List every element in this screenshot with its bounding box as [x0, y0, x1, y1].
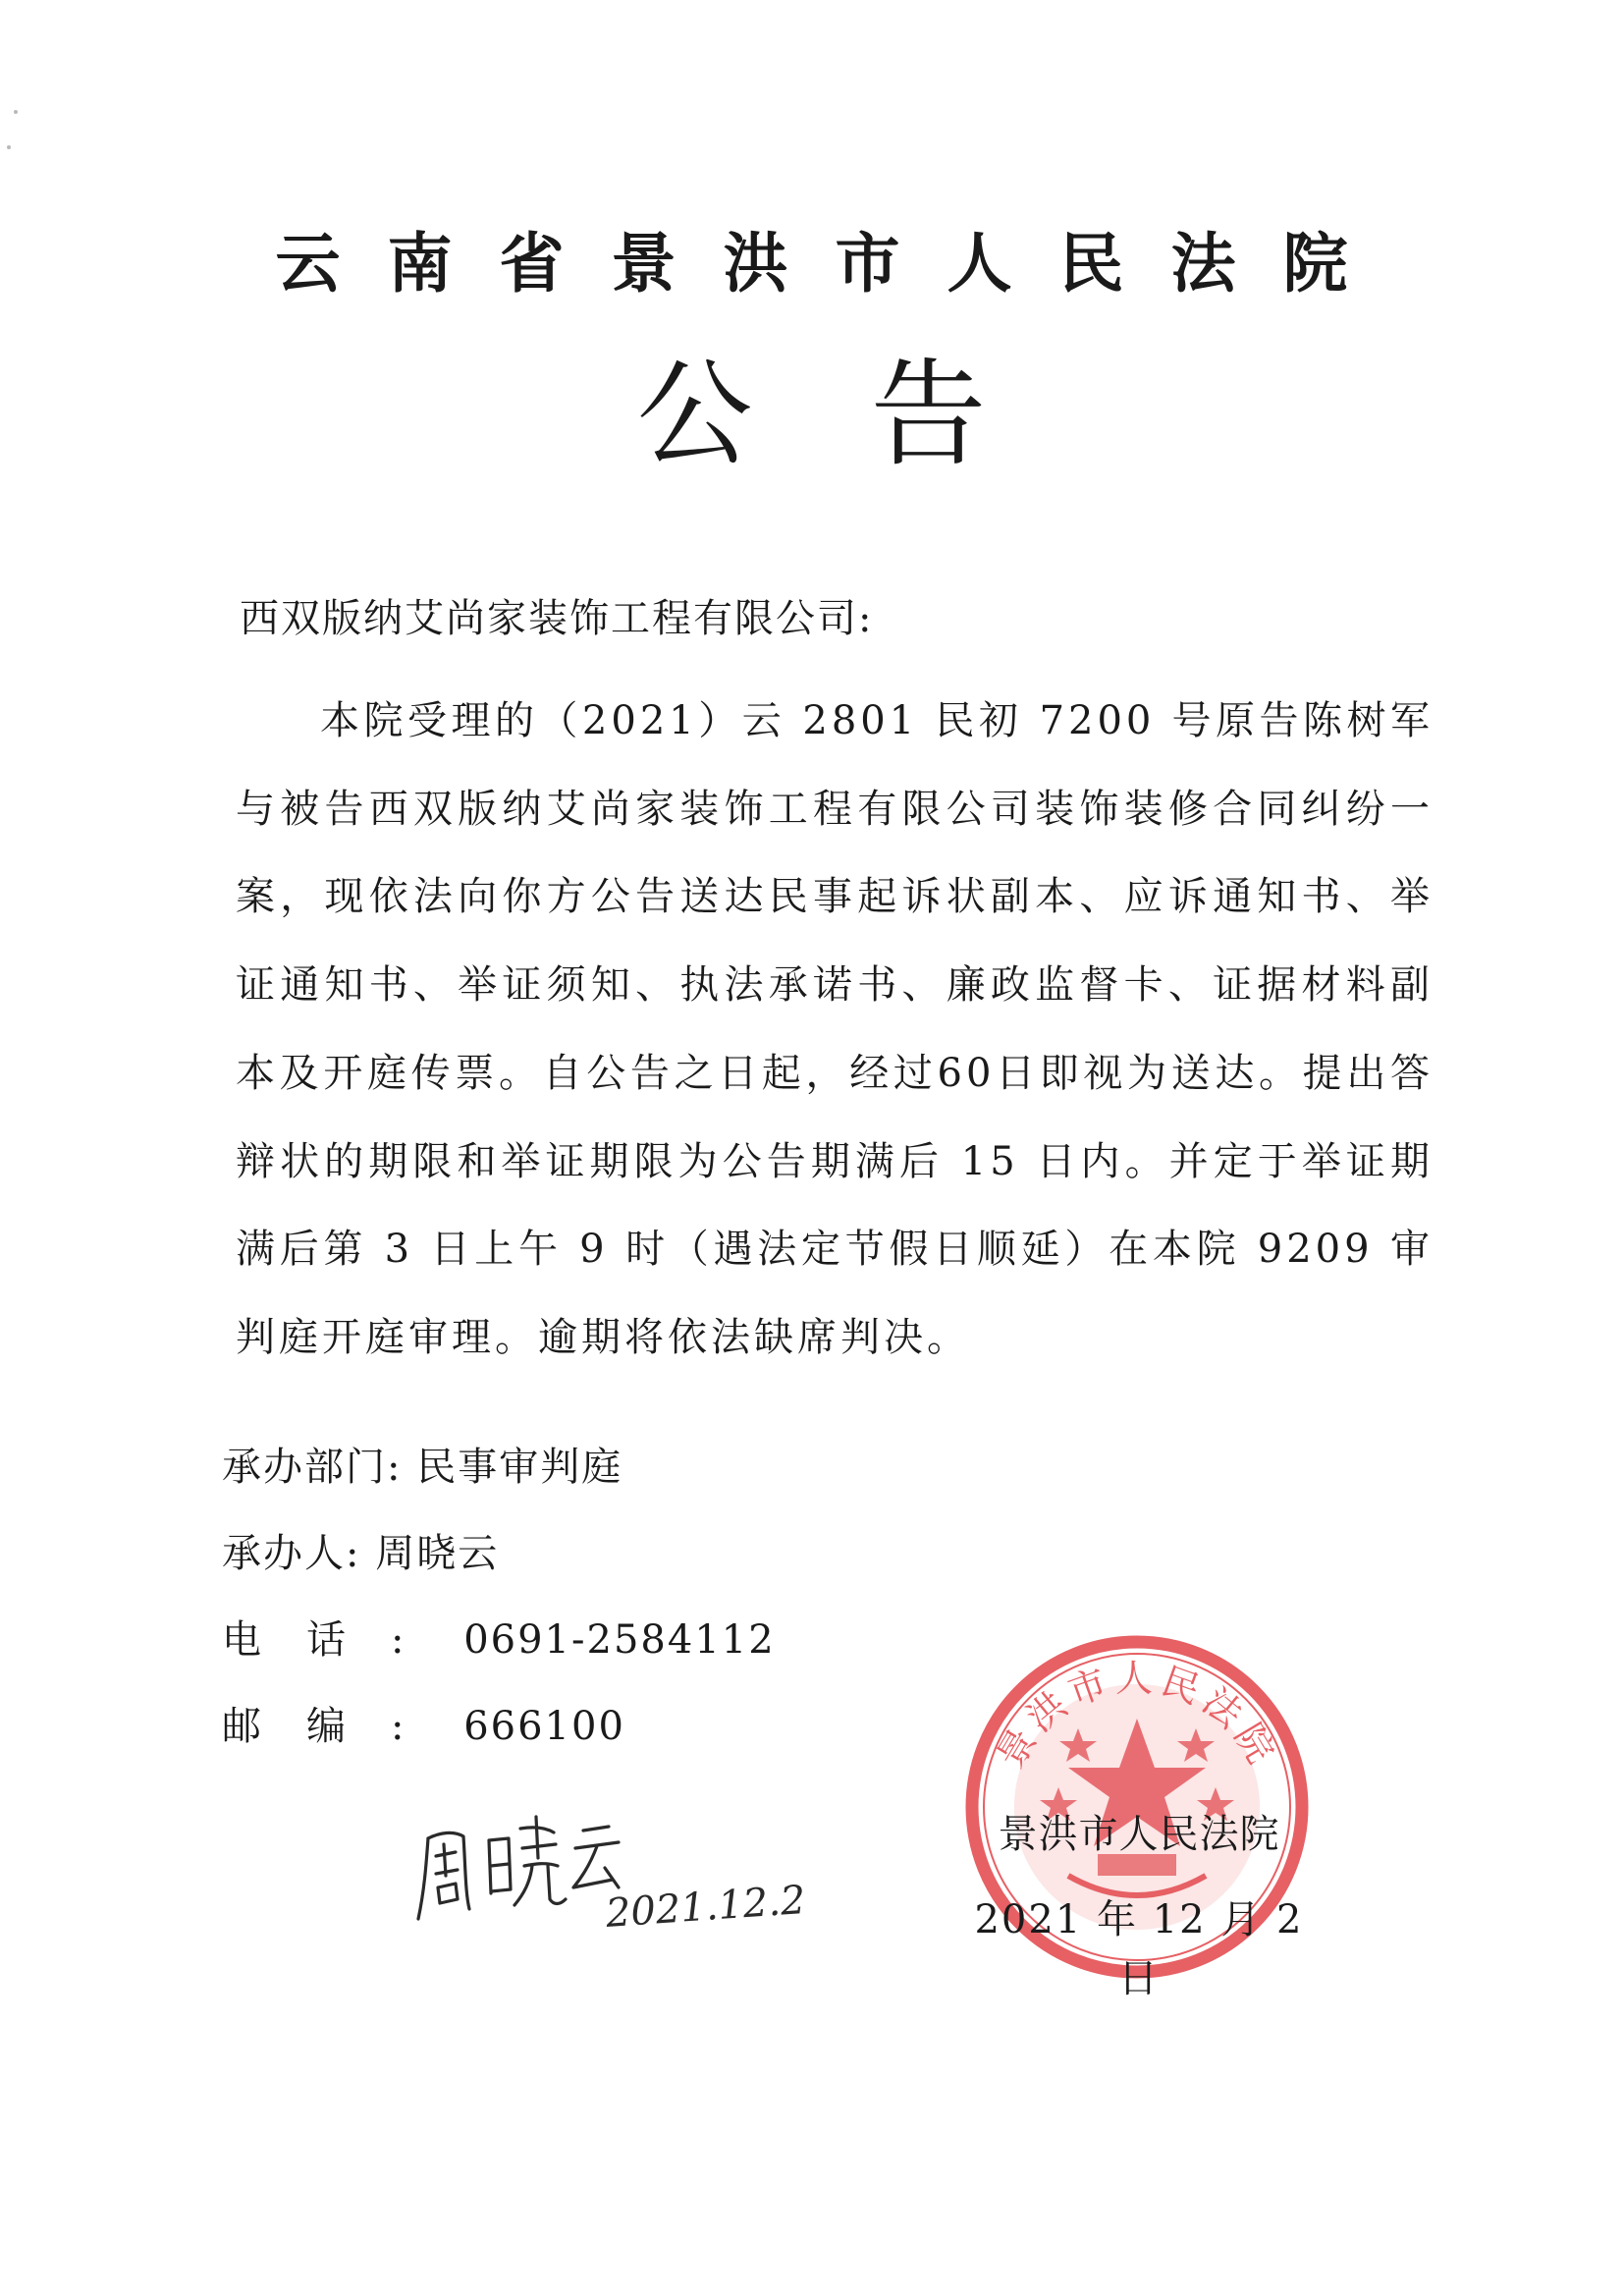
- phone-row: [222, 1611, 776, 1697]
- scan-speck: [7, 145, 11, 149]
- phone-label: 电话:: [222, 1617, 450, 1663]
- phone-value: 0691-2584112: [463, 1617, 776, 1663]
- issuing-court-name: 景洪市人民法院: [998, 1812, 1280, 1857]
- department-value: 民事审判庭: [416, 1445, 623, 1490]
- handwritten-signature: [410, 1797, 807, 1944]
- handler-label: 承办人:: [222, 1531, 361, 1576]
- issue-date: 2021 年 12 月 2 日: [974, 1897, 1304, 2001]
- addressee-line: 西双版纳艾尚家装饰工程有限公司:: [240, 596, 874, 641]
- court-name-heading: 云南省景洪市人民法院: [275, 225, 1395, 301]
- contact-info-block: [222, 1438, 776, 1783]
- department-label: 承办部门:: [222, 1445, 403, 1490]
- postcode-value: 666100: [463, 1704, 625, 1749]
- svg-text:2021.12.2: 2021.12.2: [604, 1877, 807, 1937]
- notice-body-paragraph: 本院受理的（2021）云 2801 民初 7200 号原告陈树军与被告西双版纳艾尚家装饰工程有限公司装饰装修合同纠纷一案，现依法向你方公告送达民事起诉状副本、应诉通知书、举证通知书、举证须知、执法承诺书、廉政监督卡、证据材料副本及开庭传票。自公告之日起，经过60日即视为送达。提出答辩状的期限和举证期限为公告期满后 15 日内。并定于举证期满后第 3 日上午 9 时（遇法定节假日顺延）在本院 9209 审判庭开庭审理。逾期将依法缺席判决。: [236, 698, 1434, 1360]
- document-title: 公告: [636, 347, 1105, 482]
- handler-row: [222, 1524, 776, 1611]
- department-row: [222, 1438, 776, 1524]
- postcode-row: [222, 1697, 776, 1783]
- scan-speck: [14, 110, 18, 114]
- svg-text:景洪市人民法院: 景洪市人民法院: [988, 1657, 1286, 1776]
- postcode-label: 邮编:: [222, 1704, 450, 1749]
- handler-value: 周晓云: [375, 1531, 500, 1576]
